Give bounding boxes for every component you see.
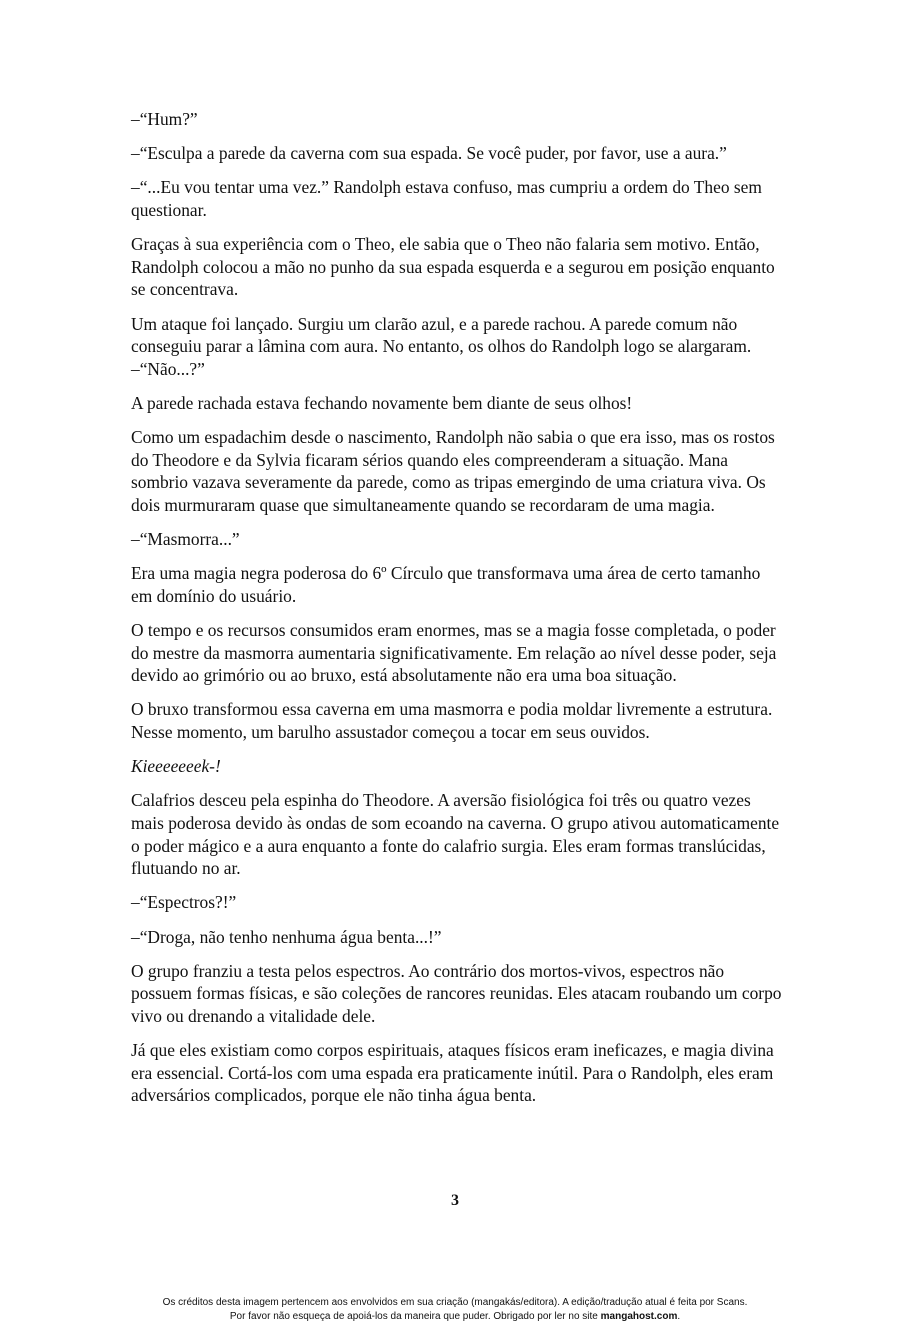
paragraph: Como um espadachim desde o nascimento, Randolph não sabia o que era isso, mas os rostos do Theodore e da Sylvia ficaram sérios quando eles compreenderam a situação. Mana sombrio vazava severamente da parede, como as tripas emergindo de uma criatura viva. Os dois murmuraram quase que simultaneamente quando se recordaram de uma magia. [131,427,775,515]
paragraph: –“Masmorra...” [131,529,240,550]
footer-line-2 [0,1310,910,1324]
paragraph: Calafrios desceu pela espinha do Theodore. A aversão fisiológica foi três ou quatro vezes mais poderosa devido às ondas de som ecoando na caverna. O grupo ativou automaticamente o poder mágico e a aura enquanto a fonte do calafrio surgia. Eles eram formas translúcidas, flutuando no ar. [131,790,780,879]
paragraph: O grupo franziu a testa pelos espectros. Ao contrário dos mortos-vivos, espectros não possuem formas físicas, e são coleções de rancores reunidas. Eles atacam roubando um corpo vivo ou drenando a vitalidade dele. [131,960,782,1026]
paragraph: –“Droga, não tenho nenhuma água benta...!” [131,926,442,947]
paragraph-sound-effect: Kieeeeeeek-! [131,756,221,777]
page-number: 3 [451,1192,459,1209]
paragraph: –“Esculpa a parede da caverna com sua espada. Se você puder, por favor, use a aura.” [131,143,727,164]
paragraph: A parede rachada estava fechando novamente bem diante de seus olhos! [131,392,633,413]
footer-line-2-end: . [677,1311,681,1322]
footer-line-2-text: Por favor não esqueça de apoiá-los da maneira que puder. Obrigado por ler no site [229,1311,601,1322]
body-text [131,108,783,1118]
footer-site-link[interactable]: mangahost.com [600,1311,678,1322]
paragraph: –“Espectros?!” [131,892,237,913]
paragraph: –“Hum?” [131,109,198,129]
footer-line-1: Os créditos desta imagem pertencem aos envolvidos em sua criação (mangakás/editora). A edição/tradução atual é feita por Scans. [162,1297,748,1308]
paragraph: O tempo e os recursos consumidos eram enormes, mas se a magia fosse completada, o poder do mestre da masmorra aumentaria significativamente. Em relação ao nível desse poder, seja devido ao grimório ou ao bruxo, está absolutamente não era uma boa situação. [131,620,777,686]
paragraph: Graças à sua experiência com o Theo, ele sabia que o Theo não falaria sem motivo. Então, Randolph colocou a mão no punho da sua espada esquerda e a segurou em posição enquanto se concentrava. [131,234,775,300]
paragraph: Já que eles existiam como corpos espirituais, ataques físicos eram ineficazes, e magia divina era essencial. Cortá-los com uma espada era praticamente inútil. Para o Randolph, eles eram adversários complicados, porque ele não tinha água benta. [131,1040,774,1106]
paragraph: O bruxo transformou essa caverna em uma masmorra e podia moldar livremente a estrutura. Nesse momento, um barulho assustador começou a tocar em seus ouvidos. [131,699,773,742]
credits-footer [0,1296,910,1324]
paragraph: Um ataque foi lançado. Surgiu um clarão azul, e a parede rachou. A parede comum não conseguiu parar a lâmina com aura. No entanto, os olhos do Randolph logo se alargaram. –“Não...?” [131,313,752,379]
paragraph: Era uma magia negra poderosa do 6º Círculo que transformava uma área de certo tamanho em domínio do usuário. [131,563,761,606]
paragraph: –“...Eu vou tentar uma vez.” Randolph estava confuso, mas cumpriu a ordem do Theo sem questionar. [131,177,762,220]
